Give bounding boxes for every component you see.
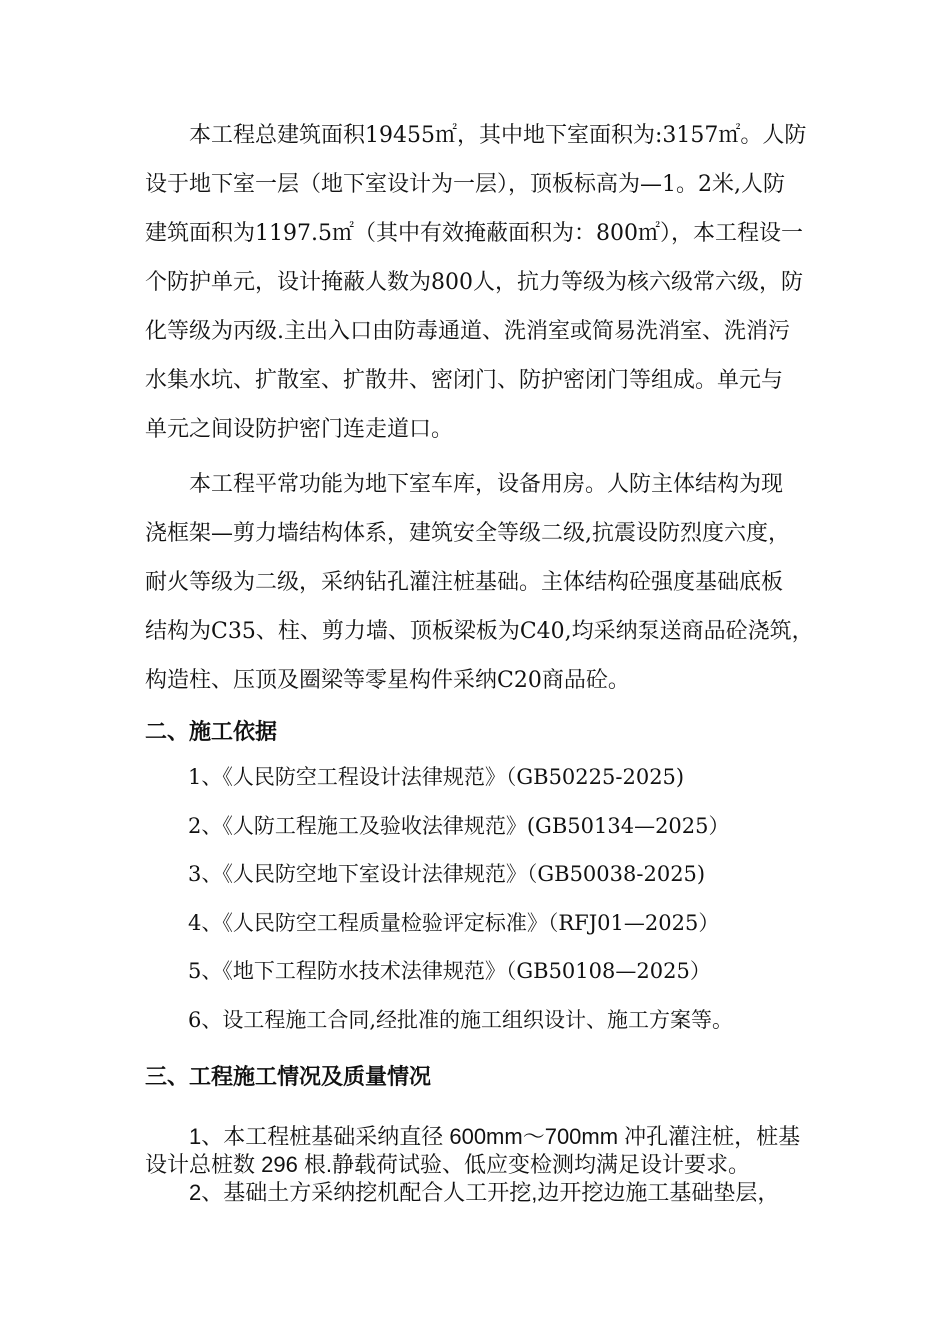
- text-line: 单元之间设防护密门连走道口。: [145, 417, 454, 442]
- text-line: 个防护单元，设计掩蔽人数为800人，抗力等级为核六级常六级，防: [145, 270, 803, 295]
- structure-paragraph: [145, 460, 815, 705]
- text-line: 1、本工程桩基础采纳直径 600mm～700mm 冲孔灌注桩，桩基: [145, 1124, 801, 1149]
- section-heading-construction-quality: 三、工程施工情况及质量情况: [145, 1064, 432, 1090]
- construction-basis-list: [188, 753, 733, 1044]
- text-line: 本工程平常功能为地下室车库，设备用房。人防主体结构为现: [145, 472, 784, 497]
- text-line: 设于地下室一层（地下室设计为一层），顶板标高为—1。2米,人防: [145, 172, 785, 197]
- list-item: 6、设工程施工合同,经批准的施工组织设计、施工方案等。: [188, 1007, 734, 1032]
- list-item: 2、《人防工程施工及验收法律规范》(GB50134—2025）: [188, 813, 730, 838]
- project-overview-paragraph: [145, 111, 815, 454]
- text-line: 设计总桩数 296 根.静载荷试验、低应变检测均满足设计要求。: [145, 1152, 751, 1177]
- list-item: 5、《地下工程防水技术法律规范》（GB50108—2025）: [188, 959, 711, 983]
- text-line: 耐火等级为二级，采纳钻孔灌注桩基础。主体结构砼强度基础底板: [145, 570, 784, 595]
- text-line: 水集水坑、扩散室、扩散井、密闭门、防护密闭门等组成。单元与: [145, 368, 784, 393]
- list-item: 3、《人民防空地下室设计法律规范》（GB50038-2025): [188, 862, 706, 886]
- section-heading-construction-basis: 二、施工依据: [145, 719, 278, 745]
- text-line: 本工程总建筑面积19455㎡，其中地下室面积为:3157㎡。人防: [145, 123, 807, 148]
- text-line: 建筑面积为1197.5㎡（其中有效掩蔽面积为：800㎡），本工程设一: [145, 221, 803, 246]
- text-line: 2、基础土方采纳挖机配合人工开挖,边开挖边施工基础垫层，: [145, 1180, 780, 1205]
- list-item: 4、《人民防空工程质量检验评定标准》（RFJ01—2025）: [188, 910, 720, 935]
- text-line: 结构为C35、柱、剪力墙、顶板梁板为C40,均采纳泵送商品砼浇筑，: [145, 619, 814, 644]
- text-line: 浇框架—剪力墙结构体系，建筑安全等级二级,抗震设防烈度六度，: [145, 521, 790, 546]
- text-line: 化等级为丙级.主出入口由防毒通道、洗消室或简易洗消室、洗消污: [145, 319, 790, 344]
- text-line: 构造柱、压顶及圈梁等零星构件采纳C20商品砼。: [145, 668, 630, 693]
- list-item: 1、《人民防空工程设计法律规范》（GB50225-2025): [188, 765, 685, 789]
- construction-quality-paragraph: [145, 1123, 825, 1207]
